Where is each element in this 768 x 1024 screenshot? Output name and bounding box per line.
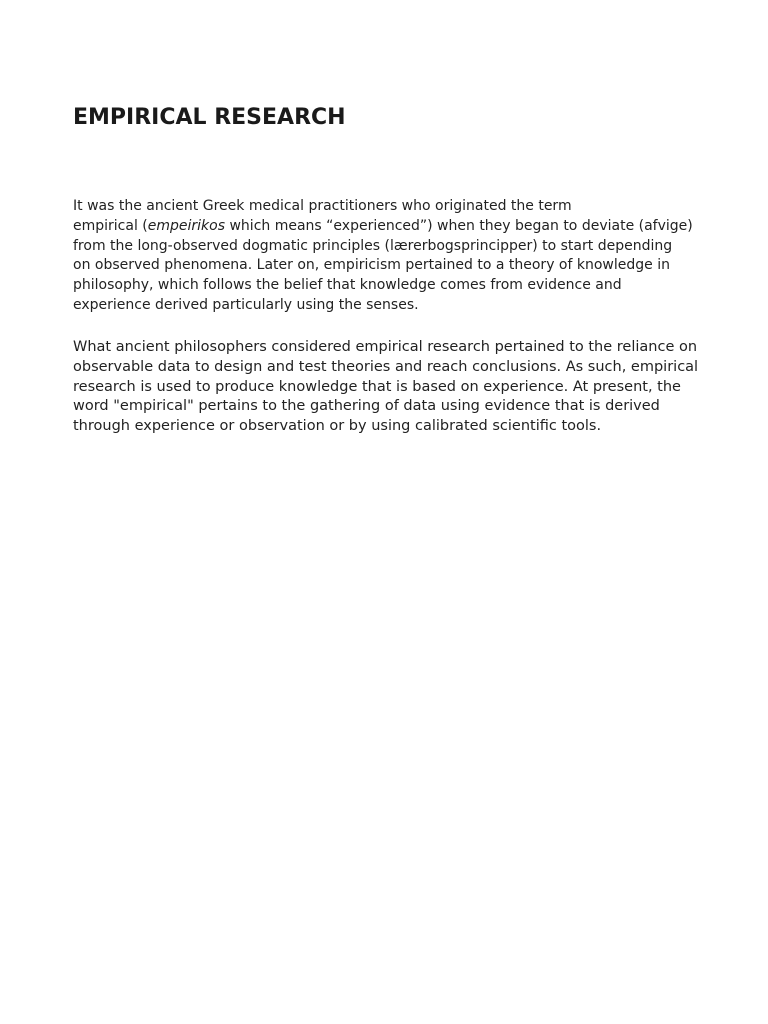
paragraph-line [73, 217, 698, 237]
paragraph-line: experience derived particularly using the senses. [73, 296, 419, 313]
paragraph-empirical-origin [73, 197, 698, 316]
paragraph-line: on observed phenomena. Later on, empiricism pertained to a theory of knowledge in [73, 257, 670, 274]
paragraph-line: research is used to produce knowledge that is based on experience. At present, the [73, 378, 681, 395]
paragraph-line: word "empirical" pertains to the gathering of data using evidence that is derived [73, 398, 660, 415]
paragraph-line: observable data to design and test theories and reach conclusions. As such, empirical [73, 358, 699, 375]
paragraph-line: What ancient philosophers considered empirical research pertained to the reliance on [73, 339, 698, 355]
paragraph-line: philosophy, which follows the belief that knowledge comes from evidence and [73, 277, 622, 294]
text-segment: which means “experienced”) when they began to deviate (afvige) [225, 217, 693, 234]
paragraph-empirical-research-today [73, 338, 698, 437]
paragraph-line: through experience or observation or by using calibrated scientific tools. [73, 418, 602, 435]
italic-term: empeirikos [147, 217, 226, 234]
document-title: EMPIRICAL RESEARCH [73, 105, 346, 130]
paragraph-line: from the long-observed dogmatic principles (lærerbogsprincipper) to start depending [73, 237, 673, 254]
paragraph-line: It was the ancient Greek medical practitioners who originated the term [73, 198, 572, 214]
text-segment: empirical ( [73, 217, 148, 234]
